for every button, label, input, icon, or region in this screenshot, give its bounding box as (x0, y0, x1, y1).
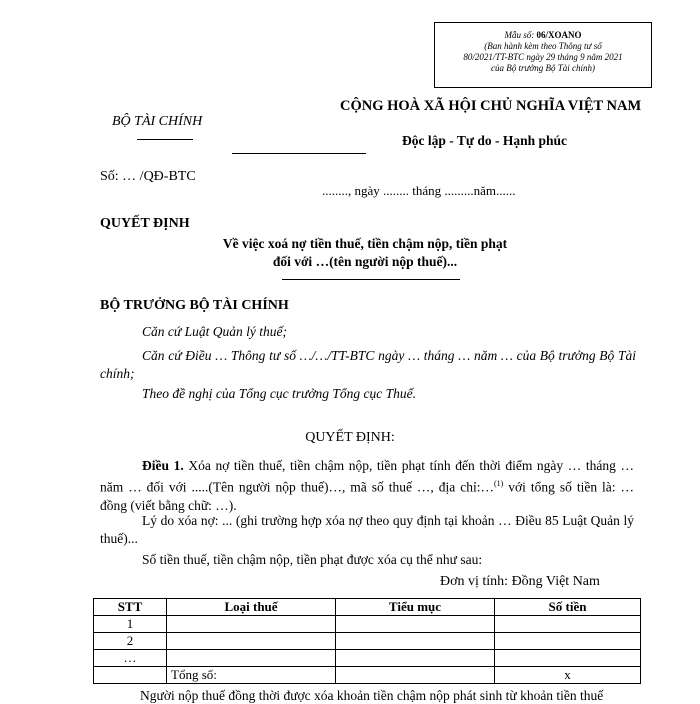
motto: Độc lập - Tự do - Hạnh phúc (402, 133, 568, 148)
legal-basis-2: Căn cứ Điều … Thông tư số …/…/TT-BTC ngày … tháng … năm … của Bộ trưởng Bộ Tài chính; (100, 348, 636, 381)
legal-basis-1: Căn cứ Luật Quản lý thuế; (142, 324, 287, 339)
decision-subject (150, 235, 580, 271)
row-stt: 1 (94, 616, 167, 633)
total-value: x (495, 667, 641, 684)
table-header-row (94, 599, 641, 616)
subject-line-1: Về việc xoá nợ tiền thuế, tiền chậm nộp, tiền phạt (222, 236, 508, 251)
row-sub-item (336, 616, 495, 633)
amount-intro: Số tiền thuế, tiền chậm nộp, tiền phạt được xóa cụ thể như sau: (142, 552, 483, 567)
row-sub-item (336, 633, 495, 650)
motto-underline (232, 153, 366, 154)
form-code-note-3: của Bộ trưởng Bộ Tài chính) (491, 63, 595, 73)
reason-paragraph: Lý do xóa nợ: ... (ghi trường hợp xóa nợ theo quy định tại khoản … Điều 85 Luật Quản lý thuế)... (100, 513, 634, 546)
ministry-name: BỘ TÀI CHÍNH (112, 114, 203, 129)
decision-heading: QUYẾT ĐỊNH (100, 216, 190, 231)
row-stt: 2 (94, 633, 167, 650)
article-1 (100, 457, 634, 515)
row-sub-item (336, 650, 495, 667)
header-amount: Số tiền (495, 599, 641, 616)
table-row (94, 616, 641, 633)
subject-underline (282, 279, 460, 280)
total-sub-item (336, 667, 495, 684)
continuation-text: Người nộp thuế đồng thời được xóa khoản tiền chậm nộp phát sinh từ khoản tiền thuế (140, 688, 604, 703)
row-tax-type (167, 650, 336, 667)
ministry-underline (137, 139, 193, 140)
header-tax-type: Loại thuế (167, 599, 336, 616)
article-1-tail: với tổng số tiền là: … đồng (viết bằng chữ: …). (100, 479, 634, 513)
header-stt: STT (94, 599, 167, 616)
total-empty-cell (94, 667, 167, 684)
table-row (94, 650, 641, 667)
document-number: Số: … /QĐ-BTC (100, 169, 196, 184)
nation-title: CỘNG HOÀ XÃ HỘI CHỦ NGHĨA VIỆT NAM (340, 98, 642, 114)
row-tax-type (167, 616, 336, 633)
row-tax-type (167, 633, 336, 650)
form-code-label: Mẫu số: (504, 30, 535, 40)
row-stt: … (94, 650, 167, 667)
subject-line-2: đối với …(tên người nộp thuế)... (272, 254, 458, 269)
form-code-note-2: 80/2021/TT-BTC ngày 29 tháng 9 năm 2021 (463, 52, 623, 62)
form-code-note-1: (Ban hành kèm theo Thông tư số (484, 41, 602, 51)
form-code-box (434, 22, 652, 88)
table-row (94, 633, 641, 650)
unit-label: Đơn vị tính: Đồng Việt Nam (440, 574, 600, 589)
row-amount (495, 650, 641, 667)
row-amount (495, 633, 641, 650)
form-code: 06/XOANO (536, 30, 582, 40)
footnote-ref: (1) (493, 479, 504, 488)
legal-basis-3: Theo đề nghị của Tổng cục trưởng Tổng cục Thuế. (142, 386, 417, 401)
amount-table (93, 598, 641, 684)
article-1-text: Xóa nợ tiền thuế, tiền chậm nộp, tiền phạt tính đến thời điểm ngày … tháng … năm … đối với .....(Tên người nộp thuế)…, mã số thuế …, địa chỉ:… (100, 458, 634, 495)
total-label: Tổng số: (167, 667, 336, 684)
article-1-label: Điều 1. (142, 458, 184, 473)
table-total-row (94, 667, 641, 684)
date-line: ........, ngày ........ tháng .........năm...... (322, 183, 516, 198)
minister-title: BỘ TRƯỞNG BỘ TÀI CHÍNH (100, 298, 289, 313)
header-sub-item: Tiểu mục (336, 599, 495, 616)
row-amount (495, 616, 641, 633)
decides-heading: QUYẾT ĐỊNH: (305, 430, 395, 445)
